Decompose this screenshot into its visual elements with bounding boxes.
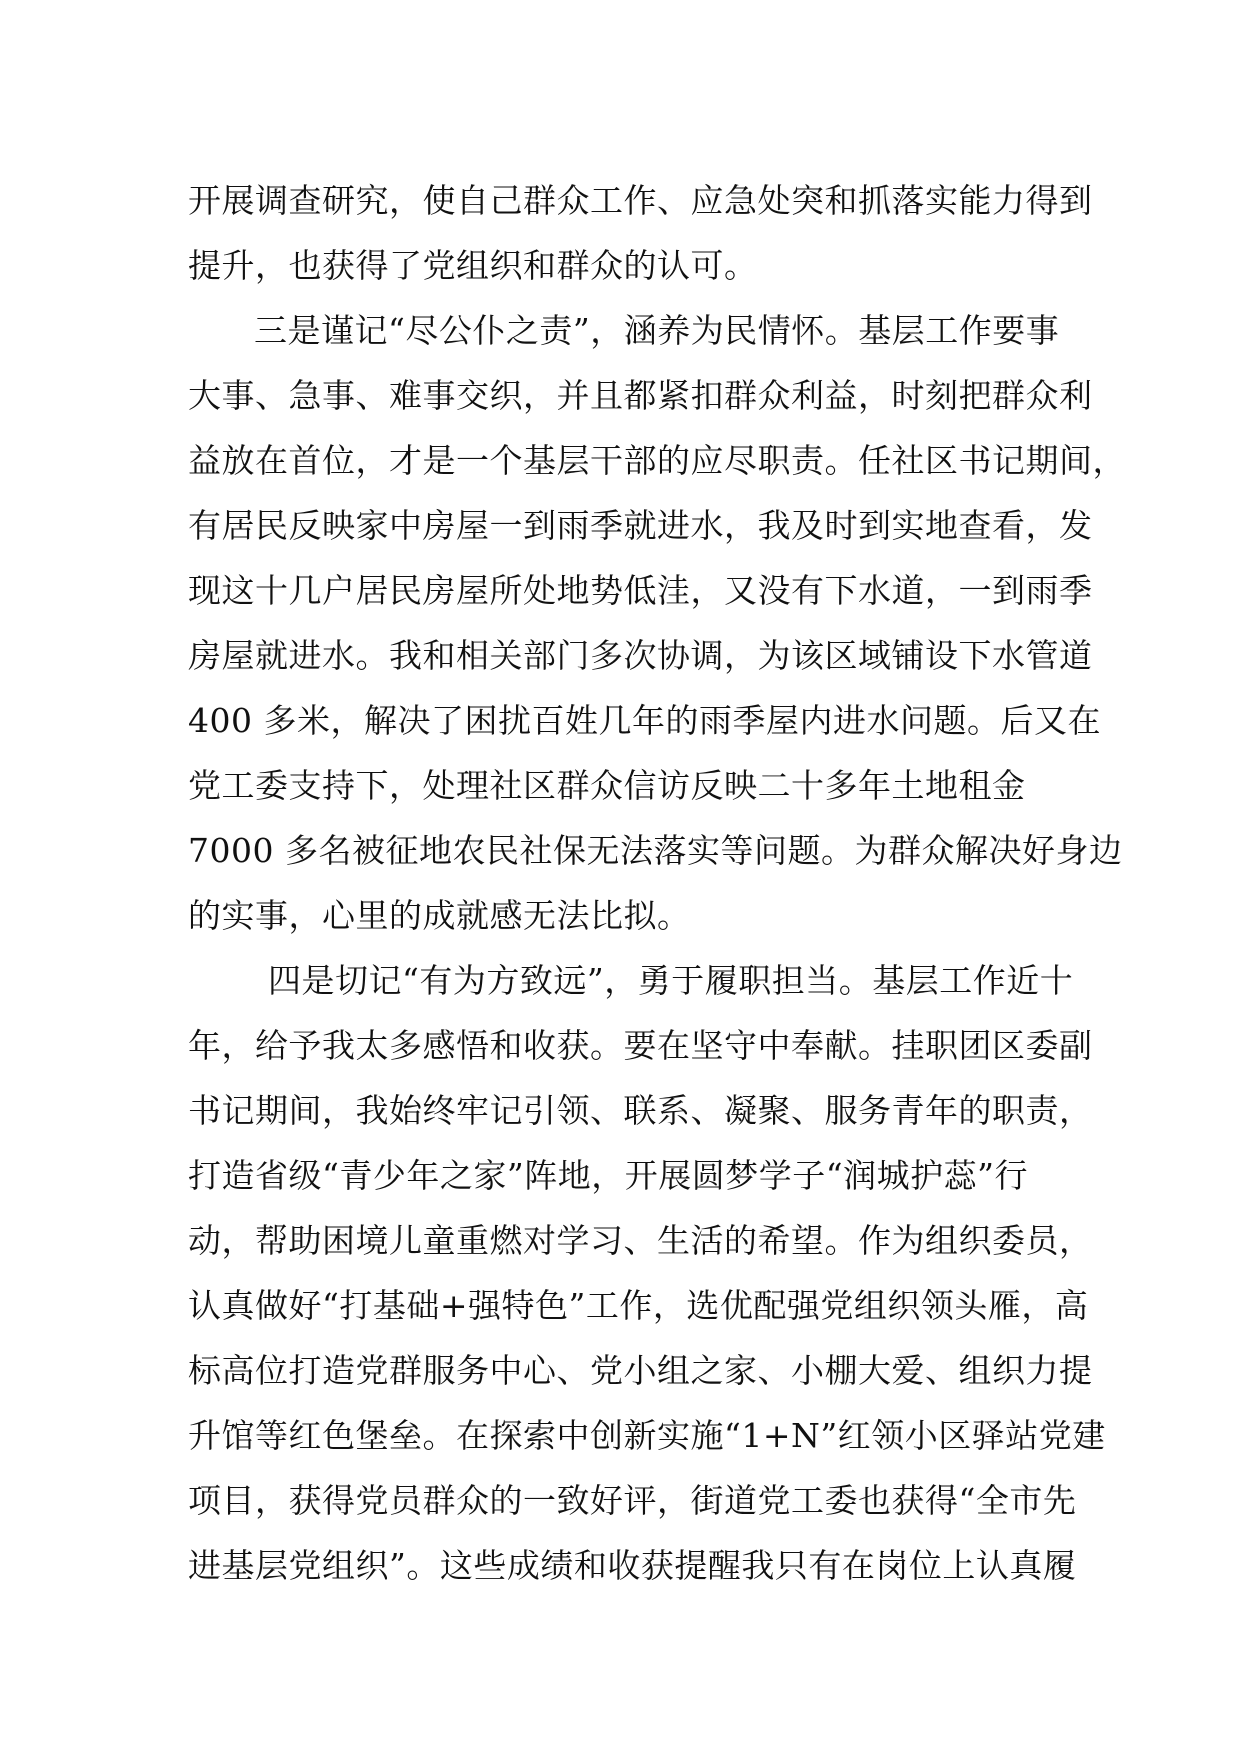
text-line: 打造省级“青少年之家”阵地，开展圆梦学子“润城护蕊”行 [188, 1156, 1028, 1195]
text-line: 开展调查研究，使自己群众工作、应急处突和抓落实能力得到 [188, 181, 1093, 220]
text-line: 400 多米，解决了困扰百姓几年的雨季屋内进水问题。后又在 [188, 701, 1101, 740]
text-line: 认真做好“打基础+强特色”工作，选优配强党组织领头雁，高 [188, 1286, 1089, 1325]
paragraph-start-line: 三是谨记“尽公仆之责”，涵养为民情怀。基层工作要事 [254, 311, 1060, 350]
text-line: 有居民反映家中房屋一到雨季就进水，我及时到实地查看，发 [188, 506, 1093, 545]
text-line: 益放在首位，才是一个基层干部的应尽职责。任社区书记期间， [188, 441, 1126, 480]
paragraph-start-line: 四是切记“有为方致远”，勇于履职担当。基层工作近十 [268, 961, 1074, 1000]
text-line: 动，帮助困境儿童重燃对学习、生活的希望。作为组织委员， [188, 1221, 1093, 1260]
text-line: 书记期间，我始终牢记引领、联系、凝聚、服务青年的职责， [188, 1091, 1093, 1130]
text-line: 房屋就进水。我和相关部门多次协调，为该区域铺设下水管道 [188, 636, 1093, 675]
text-line: 提升，也获得了党组织和群众的认可。 [188, 246, 758, 285]
text-line: 党工委支持下，处理社区群众信访反映二十多年土地租金 [188, 766, 1026, 805]
text-line: 7000 多名被征地农民社保无法落实等问题。为群众解决好身边 [188, 831, 1123, 870]
text-line: 年，给予我太多感悟和收获。要在坚守中奉献。挂职团区委副 [188, 1026, 1093, 1065]
text-line: 升馆等红色堡垒。在探索中创新实施“1+N”红领小区驿站党建 [188, 1416, 1106, 1455]
text-line: 大事、急事、难事交织，并且都紧扣群众利益，时刻把群众利 [188, 376, 1093, 415]
text-line: 项目，获得党员群众的一致好评，街道党工委也获得“全市先 [188, 1481, 1077, 1520]
text-line: 进基层党组织”。这些成绩和收获提醒我只有在岗位上认真履 [188, 1546, 1077, 1585]
document-body [188, 168, 1126, 1598]
text-line: 标高位打造党群服务中心、党小组之家、小棚大爱、组织力提 [188, 1351, 1093, 1390]
text-line: 的实事，心里的成就感无法比拟。 [188, 896, 691, 935]
text-line: 现这十几户居民房屋所处地势低洼，又没有下水道，一到雨季 [188, 571, 1093, 610]
